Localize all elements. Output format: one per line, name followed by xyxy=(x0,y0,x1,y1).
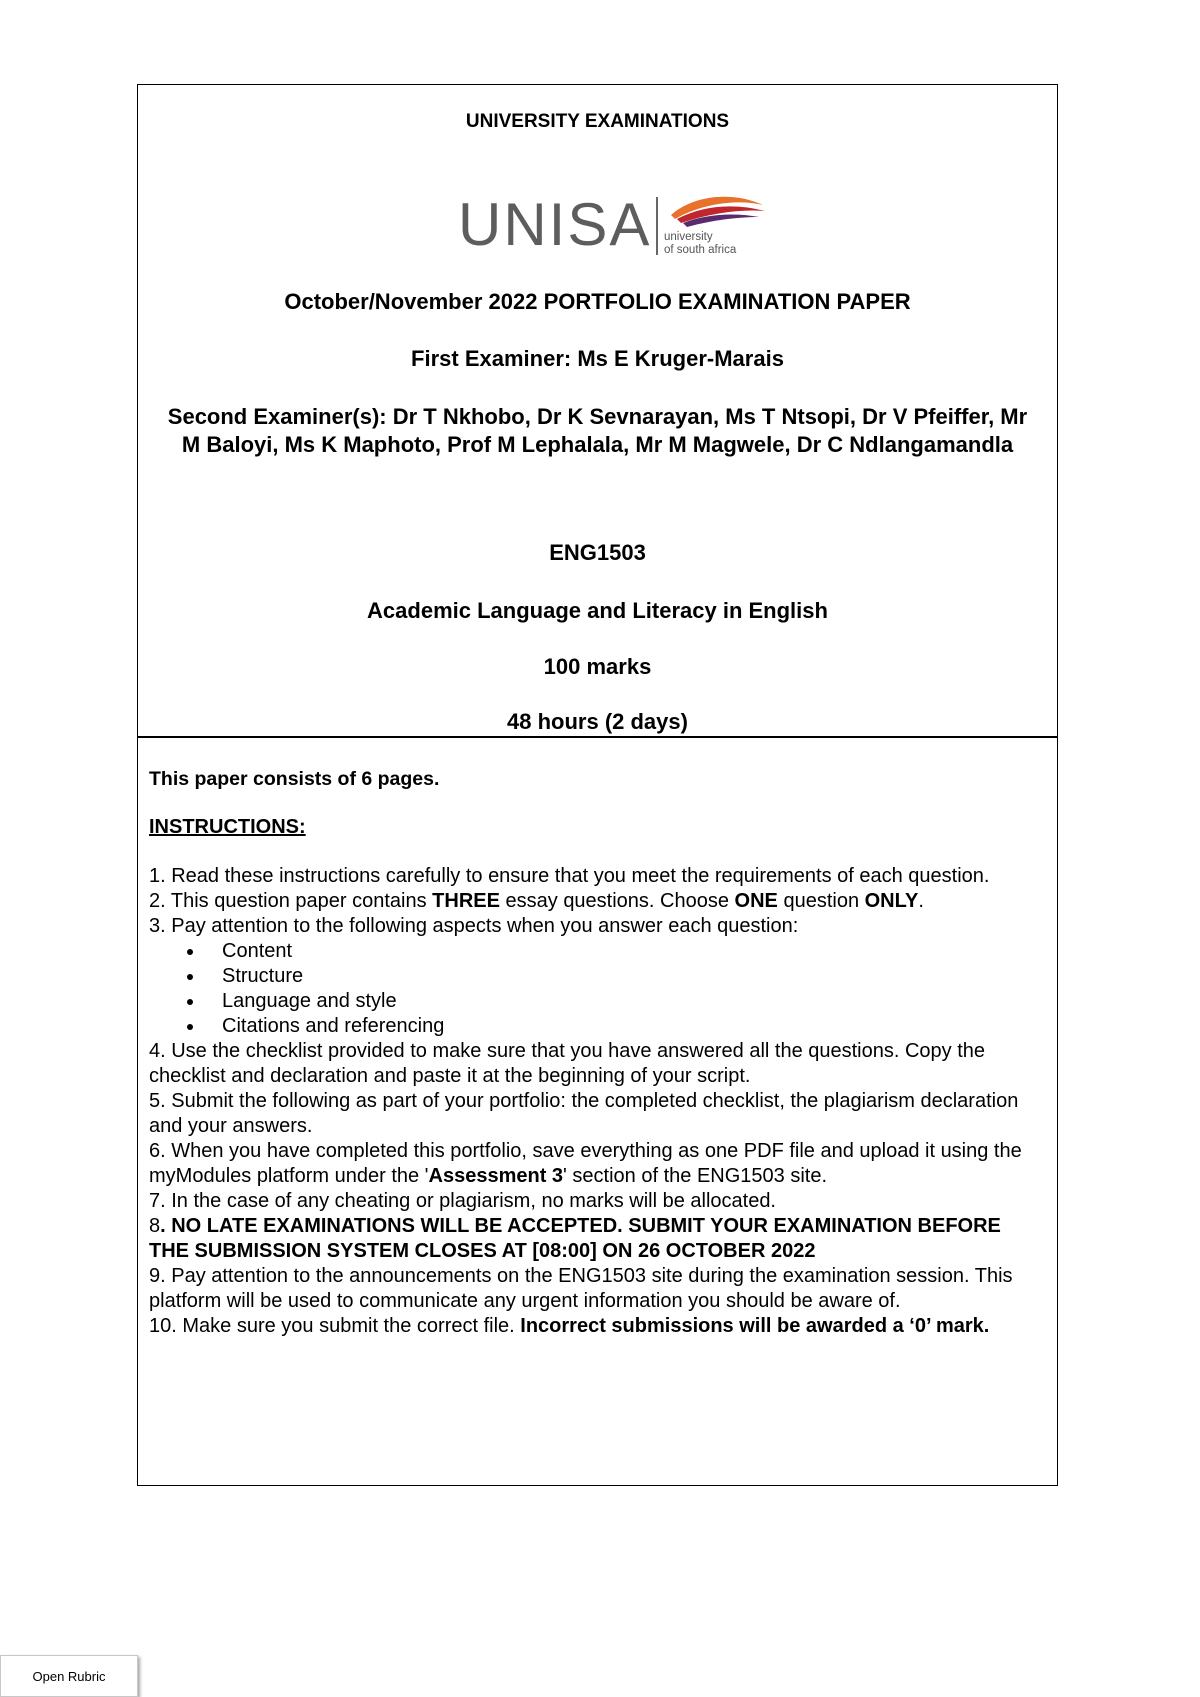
university-examinations-heading: UNIVERSITY EXAMINATIONS xyxy=(465,111,730,132)
instruction-item-4: 4. Use the checklist provided to make sure that you have answered all the questions. Copy the checklist and declaration and paste it at the beginning of your script. xyxy=(149,1040,986,1087)
item-10-part: 10. Make sure you submit the correct file. xyxy=(149,1315,521,1337)
aspect-item: Content xyxy=(149,939,1046,964)
logo-tagline-line-1: university xyxy=(664,231,713,243)
logo-wordmark: UNISA xyxy=(458,191,652,258)
second-examiners: Second Examiner(s): Dr T Nkhobo, Dr K Sevnarayan, Ms T Ntsopi, Dr V Pfeiffer, Mr M Baloyi, Ms K Maphoto, Prof M Lephalala, Mr M Magwele, Dr C Ndlangamandla xyxy=(167,404,1028,457)
instruction-item-6 xyxy=(149,1139,1046,1189)
instruction-item-9: 9. Pay attention to the announcements on the ENG1503 site during the examination session. This platform will be used to communicate any urgent information you should be aware of. xyxy=(149,1265,1013,1312)
logo-tagline xyxy=(664,231,736,257)
instructions-heading-colon: : xyxy=(299,816,306,838)
aspect-item: Citations and referencing xyxy=(149,1014,1046,1039)
item-2-emphasis-only: ONLY xyxy=(864,890,919,912)
page-count: This paper consists of 6 pages. xyxy=(149,768,440,790)
instruction-item-2 xyxy=(149,889,1046,914)
item-2-part: . xyxy=(918,890,924,912)
instructions-heading xyxy=(149,815,1046,840)
item-2-part: essay questions. Choose xyxy=(499,890,735,912)
open-rubric-button[interactable]: Open Rubric xyxy=(0,1655,138,1697)
item-2-part: 2. This question paper contains xyxy=(149,890,433,912)
instruction-item-10 xyxy=(149,1314,1046,1339)
exam-header xyxy=(138,85,1057,738)
total-marks: 100 marks xyxy=(543,654,652,679)
aspect-item: Structure xyxy=(149,964,1046,989)
item-6-emphasis: Assessment 3 xyxy=(428,1165,564,1187)
exam-cover-frame xyxy=(137,84,1058,1486)
paper-title: October/November 2022 PORTFOLIO EXAMINATION PAPER xyxy=(284,289,911,314)
instructions-section xyxy=(149,767,1046,1339)
instruction-item-5: 5. Submit the following as part of your portfolio: the completed checklist, the plagiarism declaration and your answers. xyxy=(149,1090,1019,1137)
item-8-emphasis: . NO LATE EXAMINATIONS WILL BE ACCEPTED. SUBMIT YOUR EXAMINATION BEFORE THE SUBMISSION SYSTEM CLOSES AT [08:00] ON 26 OCTOBER 2022 xyxy=(149,1215,1001,1262)
instructions-list xyxy=(149,864,1046,1339)
unisa-logo xyxy=(458,193,768,265)
item-2-emphasis-three: THREE xyxy=(432,890,500,912)
item-10-emphasis: Incorrect submissions will be awarded a ‘0’ mark. xyxy=(520,1315,990,1337)
aspects-list xyxy=(149,939,1046,1039)
instruction-item-3: 3. Pay attention to the following aspects when you answer each question: xyxy=(149,915,799,937)
item-8-number: 8 xyxy=(149,1215,161,1237)
logo-swoosh-icon xyxy=(663,193,768,229)
module-code: ENG1503 xyxy=(549,540,646,565)
module-title: Academic Language and Literacy in English xyxy=(367,598,828,623)
item-6-part: ' section of the ENG1503 site. xyxy=(563,1165,828,1187)
instruction-item-1: 1. Read these instructions carefully to ensure that you meet the requirements of each question. xyxy=(149,865,990,887)
logo-separator xyxy=(656,197,658,255)
first-examiner: First Examiner: Ms E Kruger-Marais xyxy=(411,346,784,371)
instruction-item-8 xyxy=(149,1214,1046,1264)
aspect-item: Language and style xyxy=(149,989,1046,1014)
logo-tagline-line-2: of south africa xyxy=(664,244,737,256)
instruction-item-7: 7. In the case of any cheating or plagiarism, no marks will be allocated. xyxy=(149,1190,776,1212)
item-6-part: 6. When you have completed this portfolio, save everything as one PDF file and upload it using the myModules platform under the ' xyxy=(149,1140,1022,1187)
item-2-emphasis-one: ONE xyxy=(734,890,778,912)
instructions-heading-text: INSTRUCTIONS xyxy=(149,816,299,838)
exam-duration: 48 hours (2 days) xyxy=(507,709,688,734)
item-2-part: question xyxy=(777,890,865,912)
